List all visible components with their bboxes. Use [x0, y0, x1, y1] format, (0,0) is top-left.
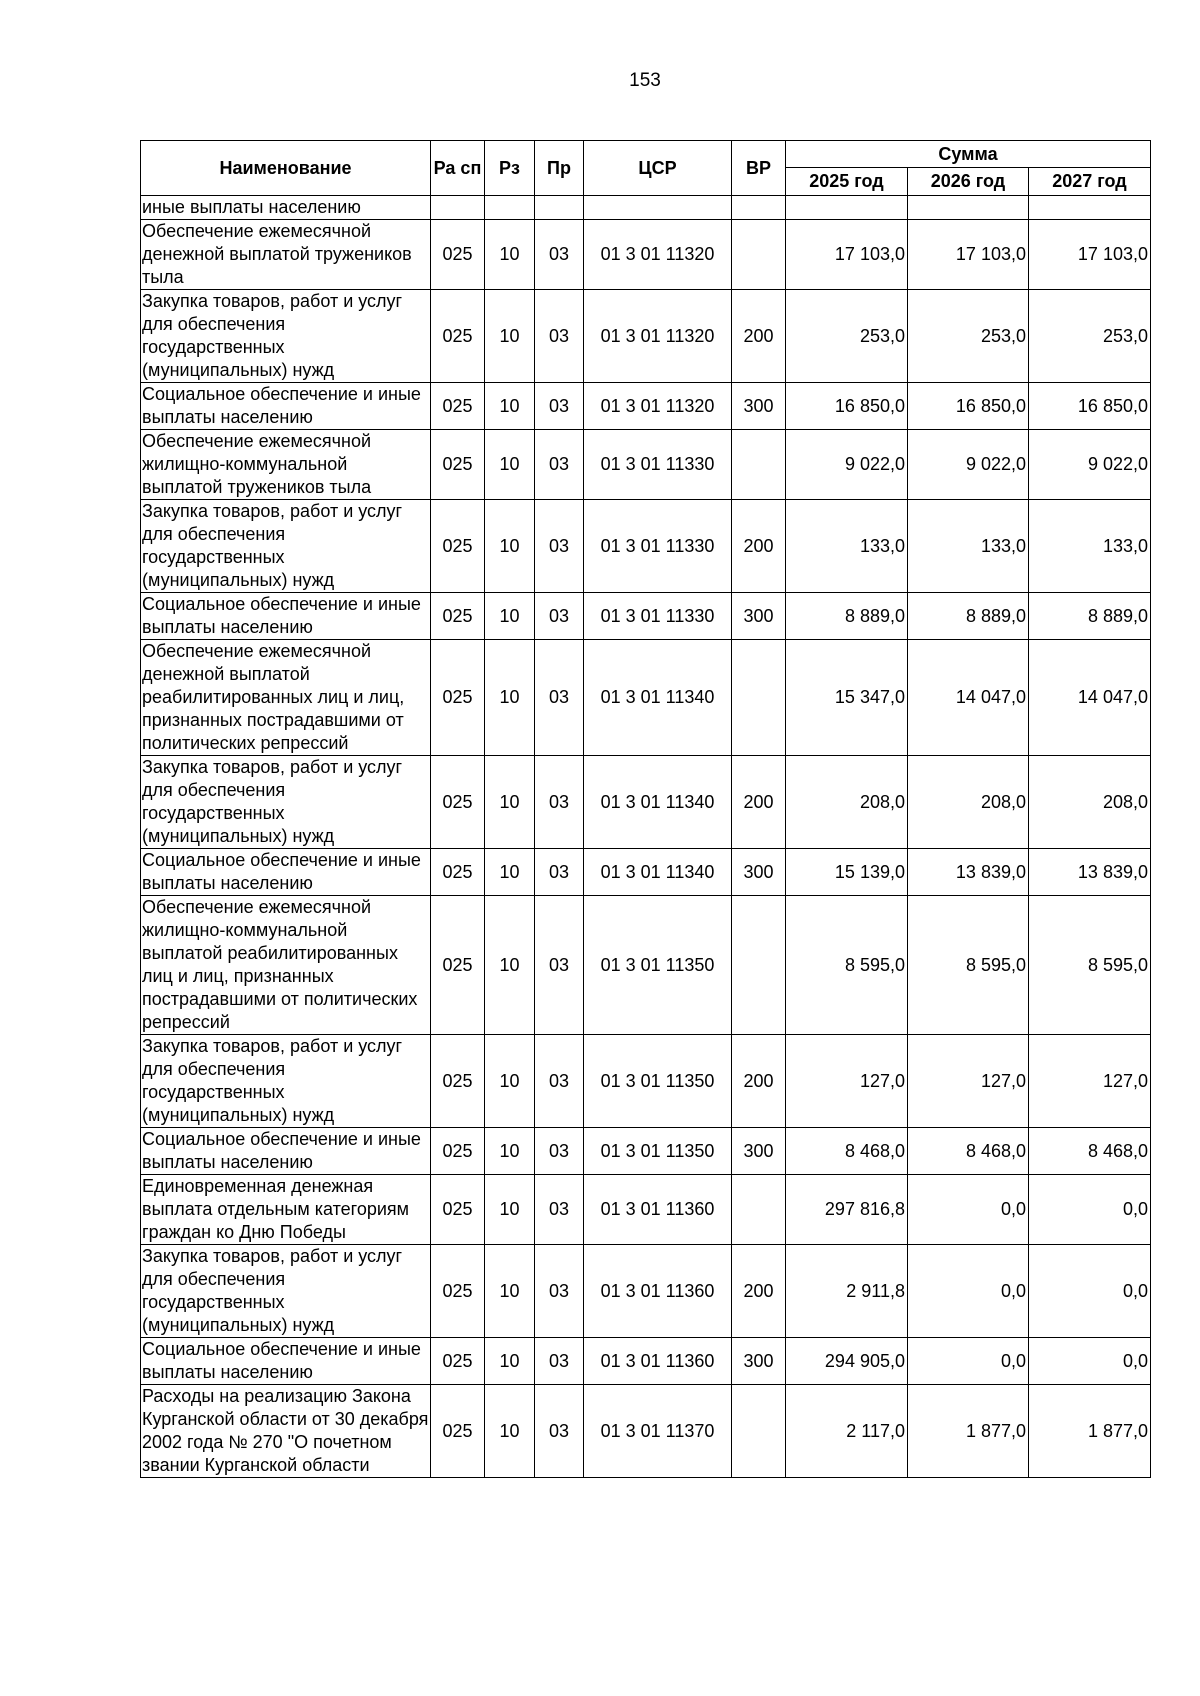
cell-sum-2027: 253,0 — [1029, 290, 1151, 383]
cell-name: Закупка товаров, работ и услуг для обеспечения государственных (муниципальных) нужд — [141, 290, 431, 383]
cell-rz: 10 — [485, 500, 535, 593]
cell-sum-2026: 253,0 — [908, 290, 1029, 383]
cell-sum-2026: 133,0 — [908, 500, 1029, 593]
cell-vr — [732, 1385, 786, 1478]
cell-vr — [732, 220, 786, 290]
cell-rasp: 025 — [431, 290, 485, 383]
cell-csr: 01 3 01 11330 — [584, 500, 732, 593]
cell-rz: 10 — [485, 1035, 535, 1128]
cell-sum-2027: 13 839,0 — [1029, 849, 1151, 896]
cell-sum-2027: 133,0 — [1029, 500, 1151, 593]
cell-sum-2025: 297 816,8 — [786, 1175, 908, 1245]
header-year-2026: 2026 год — [908, 168, 1029, 196]
cell-sum-2026: 8 468,0 — [908, 1128, 1029, 1175]
cell-vr: 300 — [732, 1338, 786, 1385]
cell-sum-2027: 16 850,0 — [1029, 383, 1151, 430]
cell-rasp: 025 — [431, 756, 485, 849]
header-csr: ЦСР — [584, 141, 732, 196]
cell-csr: 01 3 01 11350 — [584, 1035, 732, 1128]
cell-vr — [732, 640, 786, 756]
header-vr: ВР — [732, 141, 786, 196]
cell-sum-2027: 8 889,0 — [1029, 593, 1151, 640]
cell-sum-2026: 0,0 — [908, 1175, 1029, 1245]
cell-sum-2027 — [1029, 196, 1151, 220]
table-body — [141, 196, 1151, 1478]
cell-sum-2027: 8 595,0 — [1029, 896, 1151, 1035]
cell-sum-2027: 0,0 — [1029, 1245, 1151, 1338]
cell-sum-2027: 9 022,0 — [1029, 430, 1151, 500]
cell-sum-2027: 17 103,0 — [1029, 220, 1151, 290]
cell-pr: 03 — [535, 220, 584, 290]
cell-csr: 01 3 01 11360 — [584, 1245, 732, 1338]
cell-sum-2025: 8 595,0 — [786, 896, 908, 1035]
cell-sum-2027: 208,0 — [1029, 756, 1151, 849]
cell-csr: 01 3 01 11340 — [584, 640, 732, 756]
cell-name: Единовременная денежная выплата отдельным категориям граждан ко Дню Победы — [141, 1175, 431, 1245]
cell-rasp: 025 — [431, 1385, 485, 1478]
cell-csr: 01 3 01 11320 — [584, 383, 732, 430]
cell-name: Обеспечение ежемесячной жилищно-коммунальной выплатой тружеников тыла — [141, 430, 431, 500]
cell-name: Обеспечение ежемесячной жилищно-коммунальной выплатой реабилитированных лиц и лиц, признанных пострадавшими от политических репрессий — [141, 896, 431, 1035]
table-row — [141, 849, 1151, 896]
cell-vr — [732, 196, 786, 220]
table-row — [141, 290, 1151, 383]
cell-sum-2026: 0,0 — [908, 1338, 1029, 1385]
cell-csr — [584, 196, 732, 220]
cell-name: Обеспечение ежемесячной денежной выплатой тружеников тыла — [141, 220, 431, 290]
cell-sum-2026: 13 839,0 — [908, 849, 1029, 896]
cell-sum-2026: 208,0 — [908, 756, 1029, 849]
table-row — [141, 220, 1151, 290]
table-row — [141, 1175, 1151, 1245]
cell-rasp: 025 — [431, 220, 485, 290]
table-row — [141, 430, 1151, 500]
cell-sum-2025: 15 139,0 — [786, 849, 908, 896]
page-number: 153 — [629, 70, 661, 91]
cell-name: Закупка товаров, работ и услуг для обеспечения государственных (муниципальных) нужд — [141, 756, 431, 849]
cell-vr: 200 — [732, 756, 786, 849]
cell-sum-2025: 8 468,0 — [786, 1128, 908, 1175]
cell-vr: 300 — [732, 593, 786, 640]
cell-sum-2026: 1 877,0 — [908, 1385, 1029, 1478]
cell-name: Социальное обеспечение и иные выплаты населению — [141, 383, 431, 430]
cell-rz: 10 — [485, 1245, 535, 1338]
cell-sum-2026: 14 047,0 — [908, 640, 1029, 756]
cell-pr: 03 — [535, 290, 584, 383]
cell-sum-2025: 294 905,0 — [786, 1338, 908, 1385]
cell-sum-2025: 9 022,0 — [786, 430, 908, 500]
cell-sum-2027: 14 047,0 — [1029, 640, 1151, 756]
cell-sum-2025: 8 889,0 — [786, 593, 908, 640]
header-rz: Рз — [485, 141, 535, 196]
cell-csr: 01 3 01 11360 — [584, 1338, 732, 1385]
table-header-row — [141, 141, 1151, 168]
cell-vr: 200 — [732, 1035, 786, 1128]
cell-rz: 10 — [485, 430, 535, 500]
table-row — [141, 756, 1151, 849]
cell-csr: 01 3 01 11340 — [584, 756, 732, 849]
cell-sum-2026 — [908, 196, 1029, 220]
cell-sum-2027: 0,0 — [1029, 1338, 1151, 1385]
cell-rz: 10 — [485, 220, 535, 290]
table-row — [141, 196, 1151, 220]
cell-pr: 03 — [535, 1245, 584, 1338]
table-row — [141, 383, 1151, 430]
cell-rasp: 025 — [431, 640, 485, 756]
cell-vr: 200 — [732, 290, 786, 383]
cell-name: Социальное обеспечение и иные выплаты населению — [141, 849, 431, 896]
cell-name: Закупка товаров, работ и услуг для обеспечения государственных (муниципальных) нужд — [141, 500, 431, 593]
cell-csr: 01 3 01 11360 — [584, 1175, 732, 1245]
cell-rasp: 025 — [431, 1128, 485, 1175]
cell-sum-2026: 16 850,0 — [908, 383, 1029, 430]
cell-rasp: 025 — [431, 849, 485, 896]
header-year-2025: 2025 год — [786, 168, 908, 196]
cell-sum-2026: 9 022,0 — [908, 430, 1029, 500]
cell-rasp: 025 — [431, 1035, 485, 1128]
cell-pr: 03 — [535, 500, 584, 593]
cell-sum-2027: 1 877,0 — [1029, 1385, 1151, 1478]
cell-csr: 01 3 01 11320 — [584, 220, 732, 290]
cell-sum-2027: 8 468,0 — [1029, 1128, 1151, 1175]
cell-sum-2027: 127,0 — [1029, 1035, 1151, 1128]
cell-rasp: 025 — [431, 896, 485, 1035]
table-row — [141, 1338, 1151, 1385]
cell-sum-2025: 253,0 — [786, 290, 908, 383]
table-row — [141, 593, 1151, 640]
cell-pr: 03 — [535, 1175, 584, 1245]
cell-vr: 200 — [732, 500, 786, 593]
table-row — [141, 1035, 1151, 1128]
cell-name: Социальное обеспечение и иные выплаты населению — [141, 1128, 431, 1175]
cell-pr: 03 — [535, 1035, 584, 1128]
cell-rasp: 025 — [431, 1245, 485, 1338]
cell-csr: 01 3 01 11350 — [584, 1128, 732, 1175]
table-row — [141, 1128, 1151, 1175]
cell-vr: 300 — [732, 849, 786, 896]
cell-pr: 03 — [535, 756, 584, 849]
cell-sum-2026: 8 889,0 — [908, 593, 1029, 640]
cell-sum-2026: 17 103,0 — [908, 220, 1029, 290]
header-rasp: Ра сп — [431, 141, 485, 196]
cell-sum-2025: 133,0 — [786, 500, 908, 593]
budget-table — [140, 140, 1151, 1478]
cell-rz: 10 — [485, 896, 535, 1035]
cell-vr: 200 — [732, 1245, 786, 1338]
cell-pr — [535, 196, 584, 220]
cell-rz: 10 — [485, 1385, 535, 1478]
cell-rz: 10 — [485, 849, 535, 896]
cell-rasp — [431, 196, 485, 220]
cell-name: Обеспечение ежемесячной денежной выплатой реабилитированных лиц и лиц, признанных пострадавшими от политических репрессий — [141, 640, 431, 756]
header-sum: Сумма — [786, 141, 1151, 168]
cell-sum-2027: 0,0 — [1029, 1175, 1151, 1245]
table-row — [141, 500, 1151, 593]
cell-sum-2025: 16 850,0 — [786, 383, 908, 430]
cell-sum-2025: 2 911,8 — [786, 1245, 908, 1338]
cell-vr: 300 — [732, 1128, 786, 1175]
cell-pr: 03 — [535, 383, 584, 430]
cell-pr: 03 — [535, 430, 584, 500]
cell-pr: 03 — [535, 593, 584, 640]
cell-pr: 03 — [535, 640, 584, 756]
cell-pr: 03 — [535, 1128, 584, 1175]
cell-csr: 01 3 01 11350 — [584, 896, 732, 1035]
cell-rz: 10 — [485, 1338, 535, 1385]
cell-rz: 10 — [485, 593, 535, 640]
table-row — [141, 896, 1151, 1035]
cell-rasp: 025 — [431, 593, 485, 640]
cell-rz: 10 — [485, 383, 535, 430]
cell-pr: 03 — [535, 896, 584, 1035]
cell-rasp: 025 — [431, 430, 485, 500]
cell-csr: 01 3 01 11370 — [584, 1385, 732, 1478]
cell-sum-2025: 208,0 — [786, 756, 908, 849]
cell-csr: 01 3 01 11330 — [584, 593, 732, 640]
header-name: Наименование — [141, 141, 431, 196]
cell-csr: 01 3 01 11340 — [584, 849, 732, 896]
cell-rz: 10 — [485, 1128, 535, 1175]
cell-rasp: 025 — [431, 383, 485, 430]
cell-csr: 01 3 01 11320 — [584, 290, 732, 383]
cell-sum-2025: 17 103,0 — [786, 220, 908, 290]
cell-pr: 03 — [535, 849, 584, 896]
cell-rasp: 025 — [431, 1175, 485, 1245]
cell-sum-2026: 8 595,0 — [908, 896, 1029, 1035]
cell-csr: 01 3 01 11330 — [584, 430, 732, 500]
cell-name: Закупка товаров, работ и услуг для обеспечения государственных (муниципальных) нужд — [141, 1035, 431, 1128]
cell-pr: 03 — [535, 1385, 584, 1478]
table-row — [141, 1245, 1151, 1338]
cell-rz: 10 — [485, 290, 535, 383]
cell-name: Расходы на реализацию Закона Курганской области от 30 декабря 2002 года № 270 "О почетном звании Курганской области — [141, 1385, 431, 1478]
cell-sum-2025: 15 347,0 — [786, 640, 908, 756]
cell-pr: 03 — [535, 1338, 584, 1385]
cell-name: Закупка товаров, работ и услуг для обеспечения государственных (муниципальных) нужд — [141, 1245, 431, 1338]
cell-name: Социальное обеспечение и иные выплаты населению — [141, 1338, 431, 1385]
header-year-2027: 2027 год — [1029, 168, 1151, 196]
cell-rasp: 025 — [431, 1338, 485, 1385]
cell-sum-2025: 2 117,0 — [786, 1385, 908, 1478]
cell-rz: 10 — [485, 1175, 535, 1245]
cell-vr — [732, 430, 786, 500]
cell-sum-2025: 127,0 — [786, 1035, 908, 1128]
cell-vr: 300 — [732, 383, 786, 430]
cell-sum-2025 — [786, 196, 908, 220]
cell-sum-2026: 127,0 — [908, 1035, 1029, 1128]
cell-rasp: 025 — [431, 500, 485, 593]
cell-vr — [732, 1175, 786, 1245]
table-row — [141, 1385, 1151, 1478]
cell-rz — [485, 196, 535, 220]
cell-vr — [732, 896, 786, 1035]
header-pr: Пр — [535, 141, 584, 196]
cell-sum-2026: 0,0 — [908, 1245, 1029, 1338]
cell-rz: 10 — [485, 756, 535, 849]
table-row — [141, 640, 1151, 756]
cell-rz: 10 — [485, 640, 535, 756]
cell-name: иные выплаты населению — [141, 196, 431, 220]
cell-name: Социальное обеспечение и иные выплаты населению — [141, 593, 431, 640]
